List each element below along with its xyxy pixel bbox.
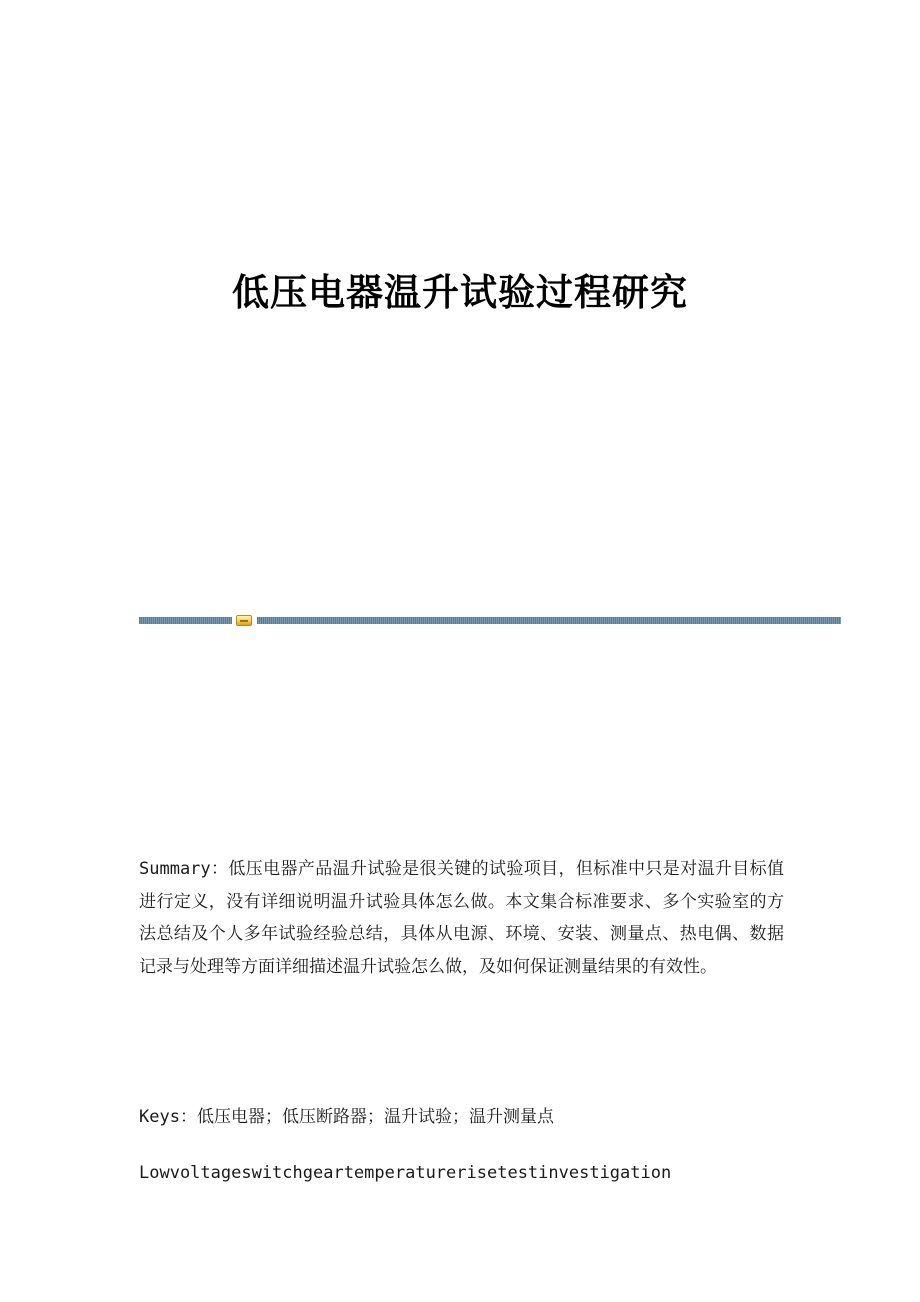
keys-text: 低压电器；低压断路器；温升试验；温升测量点 bbox=[196, 1107, 554, 1127]
keys-label: Keys： bbox=[139, 1107, 197, 1127]
summary-label: Summary： bbox=[139, 859, 229, 879]
decorative-divider bbox=[139, 615, 841, 625]
summary-text: 低压电器产品温升试验是很关键的试验项目，但标准中只是对温升目标值进行定义，没有详细说明温升试验具体怎么做。本文集合标准要求、多个实验室的方法总结及个人多年试验经验总结，具体从电源、环境、安装、测量点、热电偶、数据记录与处理等方面详细描述温升试验怎么做，及如何保证测量结果的有效性。 bbox=[139, 859, 785, 977]
divider-bar-left bbox=[139, 617, 232, 624]
english-title: Lowvoltageswitchgeartemperaturerisetestinvestigation bbox=[139, 1163, 672, 1183]
document-title: 低压电器温升试验过程研究 bbox=[232, 270, 688, 314]
keywords-line bbox=[139, 1101, 784, 1134]
divider-bar-right bbox=[257, 617, 841, 624]
title-ornament-icon bbox=[236, 615, 252, 626]
summary-paragraph bbox=[139, 853, 784, 983]
